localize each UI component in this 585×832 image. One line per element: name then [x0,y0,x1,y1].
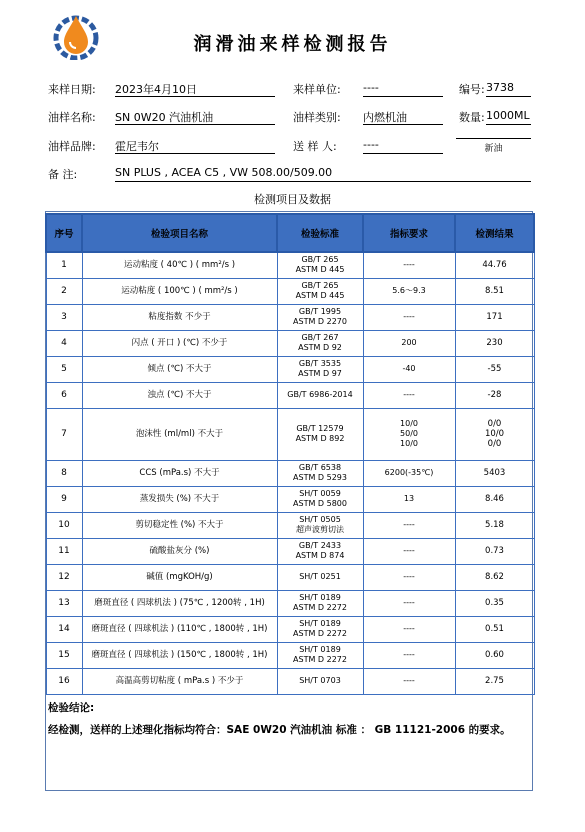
test-result [455,486,534,512]
test-standard-line: GB/T 6538 [298,463,342,472]
test-standard [277,382,363,408]
test-standard [277,330,363,356]
test-standard [277,304,363,330]
sender-label: 送 样 人: [293,140,337,153]
table-row [46,278,534,304]
results-table [45,213,535,773]
requirement-line: -40 [402,364,416,373]
row-number: 8 [46,460,82,486]
item-name: 运动粘度 ( 40℃ ) ( mm²/s ) [82,252,277,278]
row-number: 13 [46,590,82,616]
test-standard-line: GB/T 1995 [298,307,342,316]
test-standard-line: GB/T 3535 [298,359,342,368]
oil-name-label: 油样名称: [48,111,96,124]
test-result-line: 0.51 [485,624,504,634]
no-value: 3738 [486,81,531,97]
requirement [363,512,455,538]
test-result [455,330,534,356]
test-standard-line: ASTM D 2272 [293,603,347,612]
test-standard [277,590,363,616]
test-standard-line: SH/T 0505 [299,515,341,524]
status-value: 新油 [456,138,531,156]
remark-label: 备 注: [48,168,78,181]
row-number: 7 [46,408,82,460]
header-standard: 检验标准 [277,214,363,252]
row-number: 16 [46,668,82,694]
test-standard-line: ASTM D 2272 [293,629,347,638]
requirement-line: 13 [403,494,415,503]
test-result [455,642,534,668]
test-result [455,356,534,382]
requirement-line: ---- [403,312,415,321]
test-result-line: 5403 [483,468,506,478]
item-name: 磨斑直径 ( 四球机法 ) (150℃ , 1800转 , 1H) [82,642,277,668]
test-result-line: 2.75 [485,676,504,686]
test-standard [277,356,363,382]
item-name: 碱值 (mgKOH/g) [82,564,277,590]
requirement-line: ---- [403,598,415,607]
oil-type-value: 内燃机油 [363,109,443,125]
test-standard-line: 超声波剪切法 [296,525,344,534]
test-standard [277,642,363,668]
test-standard-line: SH/T 0059 [299,489,341,498]
test-standard [277,460,363,486]
table-row [46,330,534,356]
brand-value: 霍尼韦尔 [115,138,275,154]
unit-label: 来样单位: [293,83,341,96]
requirement [363,278,455,304]
test-result-line: 0/0 [487,439,502,449]
test-result-line: 0.35 [485,598,504,608]
test-standard-line: ASTM D 874 [295,551,345,560]
requirement [363,304,455,330]
test-standard-line: SH/T 0189 [299,593,341,602]
test-standard [277,408,363,460]
requirement-line: 6200(-35℃) [384,468,434,477]
report-title: 润滑油来样检测报告 [193,34,392,55]
table-header-row [46,214,534,252]
test-result-line: 5.18 [485,520,504,530]
test-result-line: -28 [487,390,502,400]
test-result-line: 44.76 [482,260,507,271]
requirement [363,642,455,668]
test-standard [277,278,363,304]
test-standard-line: ASTM D 97 [298,369,342,378]
requirement [363,408,455,460]
test-standard-line: ASTM D 5800 [293,499,347,508]
item-name: 硫酸盐灰分 (%) [82,538,277,564]
item-name: 高温高剪切粘度 ( mPa.s ) 不少于 [82,668,277,694]
row-number: 1 [46,252,82,278]
qty-value: 1000ML [486,109,531,125]
requirement-line: ---- [403,676,415,685]
table-row [46,486,534,512]
test-standard-line: ASTM D 445 [295,291,345,300]
requirement [363,668,455,694]
item-name: 泡沫性 (ml/ml) 不大于 [82,408,277,460]
oil-type-label: 油样类别: [293,111,341,124]
test-result-line: 0/0 [487,419,502,429]
requirement [363,460,455,486]
header-no: 序号 [46,214,82,252]
requirement-line: ---- [403,650,415,659]
row-number: 4 [46,330,82,356]
requirement-line: 50/0 [400,429,418,438]
row-number: 6 [46,382,82,408]
test-standard-line: ASTM D 892 [295,434,345,443]
table-row [46,356,534,382]
test-result [455,668,534,694]
date-label: 来样日期: [48,83,96,96]
requirement [363,486,455,512]
requirement-line: ---- [403,572,415,581]
table-row [46,668,534,694]
requirement-line: 10/0 [400,439,418,448]
requirement [363,330,455,356]
test-standard [277,512,363,538]
row-number: 5 [46,356,82,382]
test-result [455,616,534,642]
item-name: 运动粘度 ( 100℃ ) ( mm²/s ) [82,278,277,304]
row-number: 10 [46,512,82,538]
requirement [363,252,455,278]
item-name: 粘度指数 不少于 [82,304,277,330]
requirement-line: ---- [403,260,415,270]
test-result-line: 230 [486,338,503,348]
item-name: 浊点 (℃) 不大于 [82,382,277,408]
test-result-line: 171 [486,312,503,322]
test-standard-line: GB/T 265 [301,281,339,290]
test-result [455,590,534,616]
test-result-line: 10/0 [484,429,505,439]
test-result [455,538,534,564]
test-result-line: 0.73 [485,546,504,556]
oil-name-value: SN 0W20 汽油机油 [115,109,275,125]
header-name: 检验项目名称 [82,214,277,252]
section-title: 检测项目及数据 [254,193,331,206]
test-standard-line: ASTM D 445 [295,265,345,275]
row-number: 14 [46,616,82,642]
test-result [455,252,534,278]
test-standard [277,668,363,694]
test-standard-line: SH/T 0251 [299,572,341,581]
requirement-line: ---- [403,624,415,633]
test-result [455,278,534,304]
test-standard-line: GB/T 265 [301,255,339,265]
conclusion-text: 经检测，送样的上述理化指标均符合：SAE 0W20 汽油机油 标准 ： GB 11121-2006 的要求。 [48,724,511,736]
table-row [46,460,534,486]
date-value: 2023年4月10日 [115,81,275,97]
test-standard-line: ASTM D 5293 [293,473,347,482]
item-name: 蒸发损失 (%) 不大于 [82,486,277,512]
table-row [46,304,534,330]
table-row [46,616,534,642]
test-result [455,382,534,408]
requirement [363,356,455,382]
header-result: 检测结果 [455,214,534,252]
requirement-line: 5.6～9.3 [392,286,426,295]
test-result [455,304,534,330]
row-number: 12 [46,564,82,590]
sender-value: ---- [363,138,443,154]
item-name: CCS (mPa.s) 不大于 [82,460,277,486]
brand-label: 油样品牌: [48,140,96,153]
test-result-line: 8.46 [485,494,504,504]
row-number: 11 [46,538,82,564]
test-standard-line: GB/T 12579 [296,424,344,433]
requirement [363,564,455,590]
table-row [46,252,534,278]
table-row [46,538,534,564]
test-result-line: 8.62 [485,572,504,582]
test-standard [277,538,363,564]
test-result-line: -55 [487,364,502,374]
qty-label: 数量: [459,111,485,124]
item-name: 剪切稳定性 (%) 不大于 [82,512,277,538]
conclusion-label: 检验结论: [48,702,95,714]
test-standard-line: SH/T 0703 [299,676,341,685]
item-name: 闪点 ( 开口 ) (℃) 不少于 [82,330,277,356]
no-label: 编号: [459,83,485,96]
requirement [363,382,455,408]
test-standard [277,564,363,590]
item-name: 磨斑直径 ( 四球机法 ) (110℃ , 1800转 , 1H) [82,616,277,642]
remark-value: SN PLUS , ACEA C5 , VW 508.00/509.00 [115,166,531,182]
test-standard-line: GB/T 6986-2014 [287,390,353,399]
test-result-line: 0.60 [485,650,504,660]
requirement-line: 200 [401,338,417,347]
table-row [46,590,534,616]
requirement-line: ---- [403,390,415,399]
row-number: 2 [46,278,82,304]
item-name: 倾点 (℃) 不大于 [82,356,277,382]
test-standard-line: ASTM D 2272 [293,655,347,664]
test-result [455,460,534,486]
requirement [363,616,455,642]
test-standard-line: ASTM D 92 [298,343,342,352]
requirement [363,590,455,616]
test-standard [277,252,363,278]
requirement-line: ---- [403,546,415,555]
test-standard-line: SH/T 0189 [299,619,341,628]
row-number: 9 [46,486,82,512]
test-standard-line: GB/T 267 [301,333,339,342]
table-row [46,564,534,590]
test-standard [277,616,363,642]
requirement [363,538,455,564]
header-requirement: 指标要求 [363,214,455,252]
requirement-line: 10/0 [400,419,418,428]
unit-value: ---- [363,81,443,97]
test-result [455,408,534,460]
row-number: 3 [46,304,82,330]
test-standard [277,486,363,512]
table-row [46,512,534,538]
test-standard-line: GB/T 2433 [298,541,342,550]
row-number: 15 [46,642,82,668]
table-row [46,382,534,408]
test-result-line: 8.51 [485,286,504,296]
table-row [46,408,534,460]
test-standard-line: SH/T 0189 [299,645,341,654]
test-result [455,564,534,590]
test-result [455,512,534,538]
table-row [46,642,534,668]
item-name: 磨斑直径 ( 四球机法 ) (75℃ , 1200转 , 1H) [82,590,277,616]
test-standard-line: ASTM D 2270 [293,317,347,326]
requirement-line: ---- [403,520,415,529]
